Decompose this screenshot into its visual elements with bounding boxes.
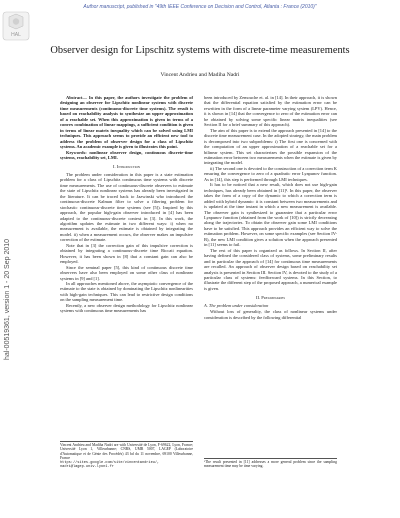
paragraph: ii) The second one is devoted to the construction of a correction term K ensuring the convergence to zero of a quadratic error Lyapunov function. As in [14], this step is performed through LMI techniques. bbox=[204, 165, 337, 182]
right-column bbox=[204, 95, 337, 320]
paragraph: The aim of this paper is to extend the approach presented in [14] to the discrete time measurement case. In the adopted strategy, the main problem is decomposed into two subproblems: i) The first one is concerned with the computation of an upper approximation of a reachable set for a bilinear system. This set characterizes the possible expansion of the estimation error between two measurements when the estimate is given by integrating the model. bbox=[204, 127, 337, 166]
publication-banner: Author manuscript, published in "49th IEEE Conference on Decision and Control, Atlanta : France (2010)" bbox=[83, 4, 317, 10]
abstract: Abstract— In this paper, the authors investigate the problem of designing an observer for Lipschitz nonlinear systems with discrete time measurements (continuous-discrete time systems). The result is based on reachability analysis to synthesize an upper approximation of a reachable set. When this approximation is given in terms of a convex combination of linear mappings, a sufficient condition is given in terms of linear matrix inequality which can be solved using LMI techniques. This approach seems to provide an efficient new tool to address the problem of observer design for a class of Lipschitz systems. An academic example is given to illustrates this point. bbox=[60, 95, 193, 150]
section-heading-preliminaries: II. Preliminaries bbox=[255, 295, 286, 301]
paper-authors: Vincent Andrieu and Madiha Nadri bbox=[160, 72, 240, 78]
left-column bbox=[60, 95, 193, 314]
hal-identifier-text: hal-00519361, version 1 - 20 Sep 2010 bbox=[4, 238, 11, 360]
subsection-heading: A. The problem under consideration bbox=[204, 302, 269, 308]
keywords: Keywords: nonlinear observer design, continuous discrete-time systems, reachability set, LMI. bbox=[60, 149, 193, 160]
paragraph: Recently, a new observer design methodology for Lipschitz nonlinear systems with continuous time measurements has bbox=[60, 302, 193, 314]
paragraph: The problem under consideration in this paper is a state estimation problem for a class of Lipschitz continuous time systems with discrete time measurements. The use of continuous-discrete observers to estimate the state of Lipschitz nonlinear systems has already been investigated in the literature. It can be traced back to Jazwinski who introduced the continuous-discrete Kalman filter to solve a filtering problem for stochastic continuous-discrete time systems (see [5]). Inspired by this approach, the popular high-gain observer introduced in [4] has been adapted to the continuous-discrete context in [3]. In this work, the algorithm updates the estimate in two different ways: i) when no measurement is available, the estimate is obtained by integrating the model. ii) when a measurement occurs, the observer makes an impulsive correction of the estimate. bbox=[60, 171, 193, 243]
section-heading-introduction: I. Introduction bbox=[112, 164, 141, 170]
paragraph: In all approaches mentioned above, the asymptotic convergence of the estimate to the state is obtained by dominating the Lipschitz nonlinearities with high-gain techniques. This can lead to restrictive design conditions on the sampling measurement time. bbox=[60, 280, 193, 303]
paragraph: Since the seminal paper [5], this kind of continuous discrete time observers have also been employed on some other class of nonlinear systems in [9] and [1]. bbox=[60, 264, 193, 281]
paragraph: Note that in [3] the correction gain of this impulsive correction is obtained by integrating a continuous-discrete time Riccati equation. However, it has been shown in [8] that a constant gain can also be employed. bbox=[60, 242, 193, 265]
paragraph: The rest of this paper is organized as follows. In Section II, after having defined the considered class of systems, some preliminary results and in particular the approach of [14] for continuous time measurements are recalled. An approach of observer design based on reachability set analysis is presented in Section III. Section IV, is devoted to the study of a particular class of systems: feedforward systems. In this Section, to illustrate the different step of the proposed approach, a numerical example is given. bbox=[204, 247, 337, 291]
author-url[interactable]: https://sites.google.com/site/vincentandrieu/, bbox=[60, 460, 160, 465]
paragraph: Without loss of generality, the class of nonlinear systems under consideration is described by the following differential bbox=[204, 309, 337, 320]
paragraph: It has to be noticed that a new result, which does not use high-gain techniques, has already been obtained in [11]¹. In this paper, the observer takes the form of a copy of the dynamic to which a correction term is added with hybrid dynamic: it is constant between two measurements and is updated at the time instant in which a new measurement is available. The observer gain is synthesized to guarantee that a particular error Lyapunov function (obtained from the work of [10]) is strictly decreasing along the trajectories. To obtain the observer gain some LMI conditions have to be satisfied. This approach provides an efficient way to solve the estimation problem. However, on some specific examples (see Section IV-B), the new LMI condition gives a solution when the approach presented in [11] seems to fail. bbox=[204, 182, 337, 248]
hal-identifier bbox=[4, 190, 14, 360]
paragraph: been introduced by Zemouche et. al. in [14]. In their approach, it is shown that the differential equation satisfied by the estimation error can be rewritten in the form of a linear parameter varying system (LPV). Hence, it is shown in [14] that the convergence to zero of the estimation error can be obtained by solving some specific linear matrix inequalities (see Section II for a brief summary of this approach). bbox=[204, 95, 337, 128]
affiliation-text: Vincent Andrieu and Madiha Nadri are with Université de Lyon, F-69622, Lyon, France; Université Lyon 1, Villeurbanne; CNRS, UMR 5007, LAGEP (Laboratoire d'Automatique et de Génie des Procédés) 43 bd du 11 novembre, 69100 Villeurbanne, France bbox=[60, 443, 193, 461]
hal-logo-text: HAL bbox=[11, 32, 21, 38]
author-email[interactable]: nadri@lagep.univ-lyon1.fr bbox=[60, 465, 114, 470]
hal-logo bbox=[2, 11, 30, 41]
affiliation-footnote bbox=[60, 441, 193, 469]
paper-title: Observer design for Lipschitz systems with discrete-time measurements bbox=[50, 45, 350, 56]
footnote: ¹The result presented in [11] addresses a more general problem since the sampling measurement time may be time varying. bbox=[204, 460, 337, 469]
